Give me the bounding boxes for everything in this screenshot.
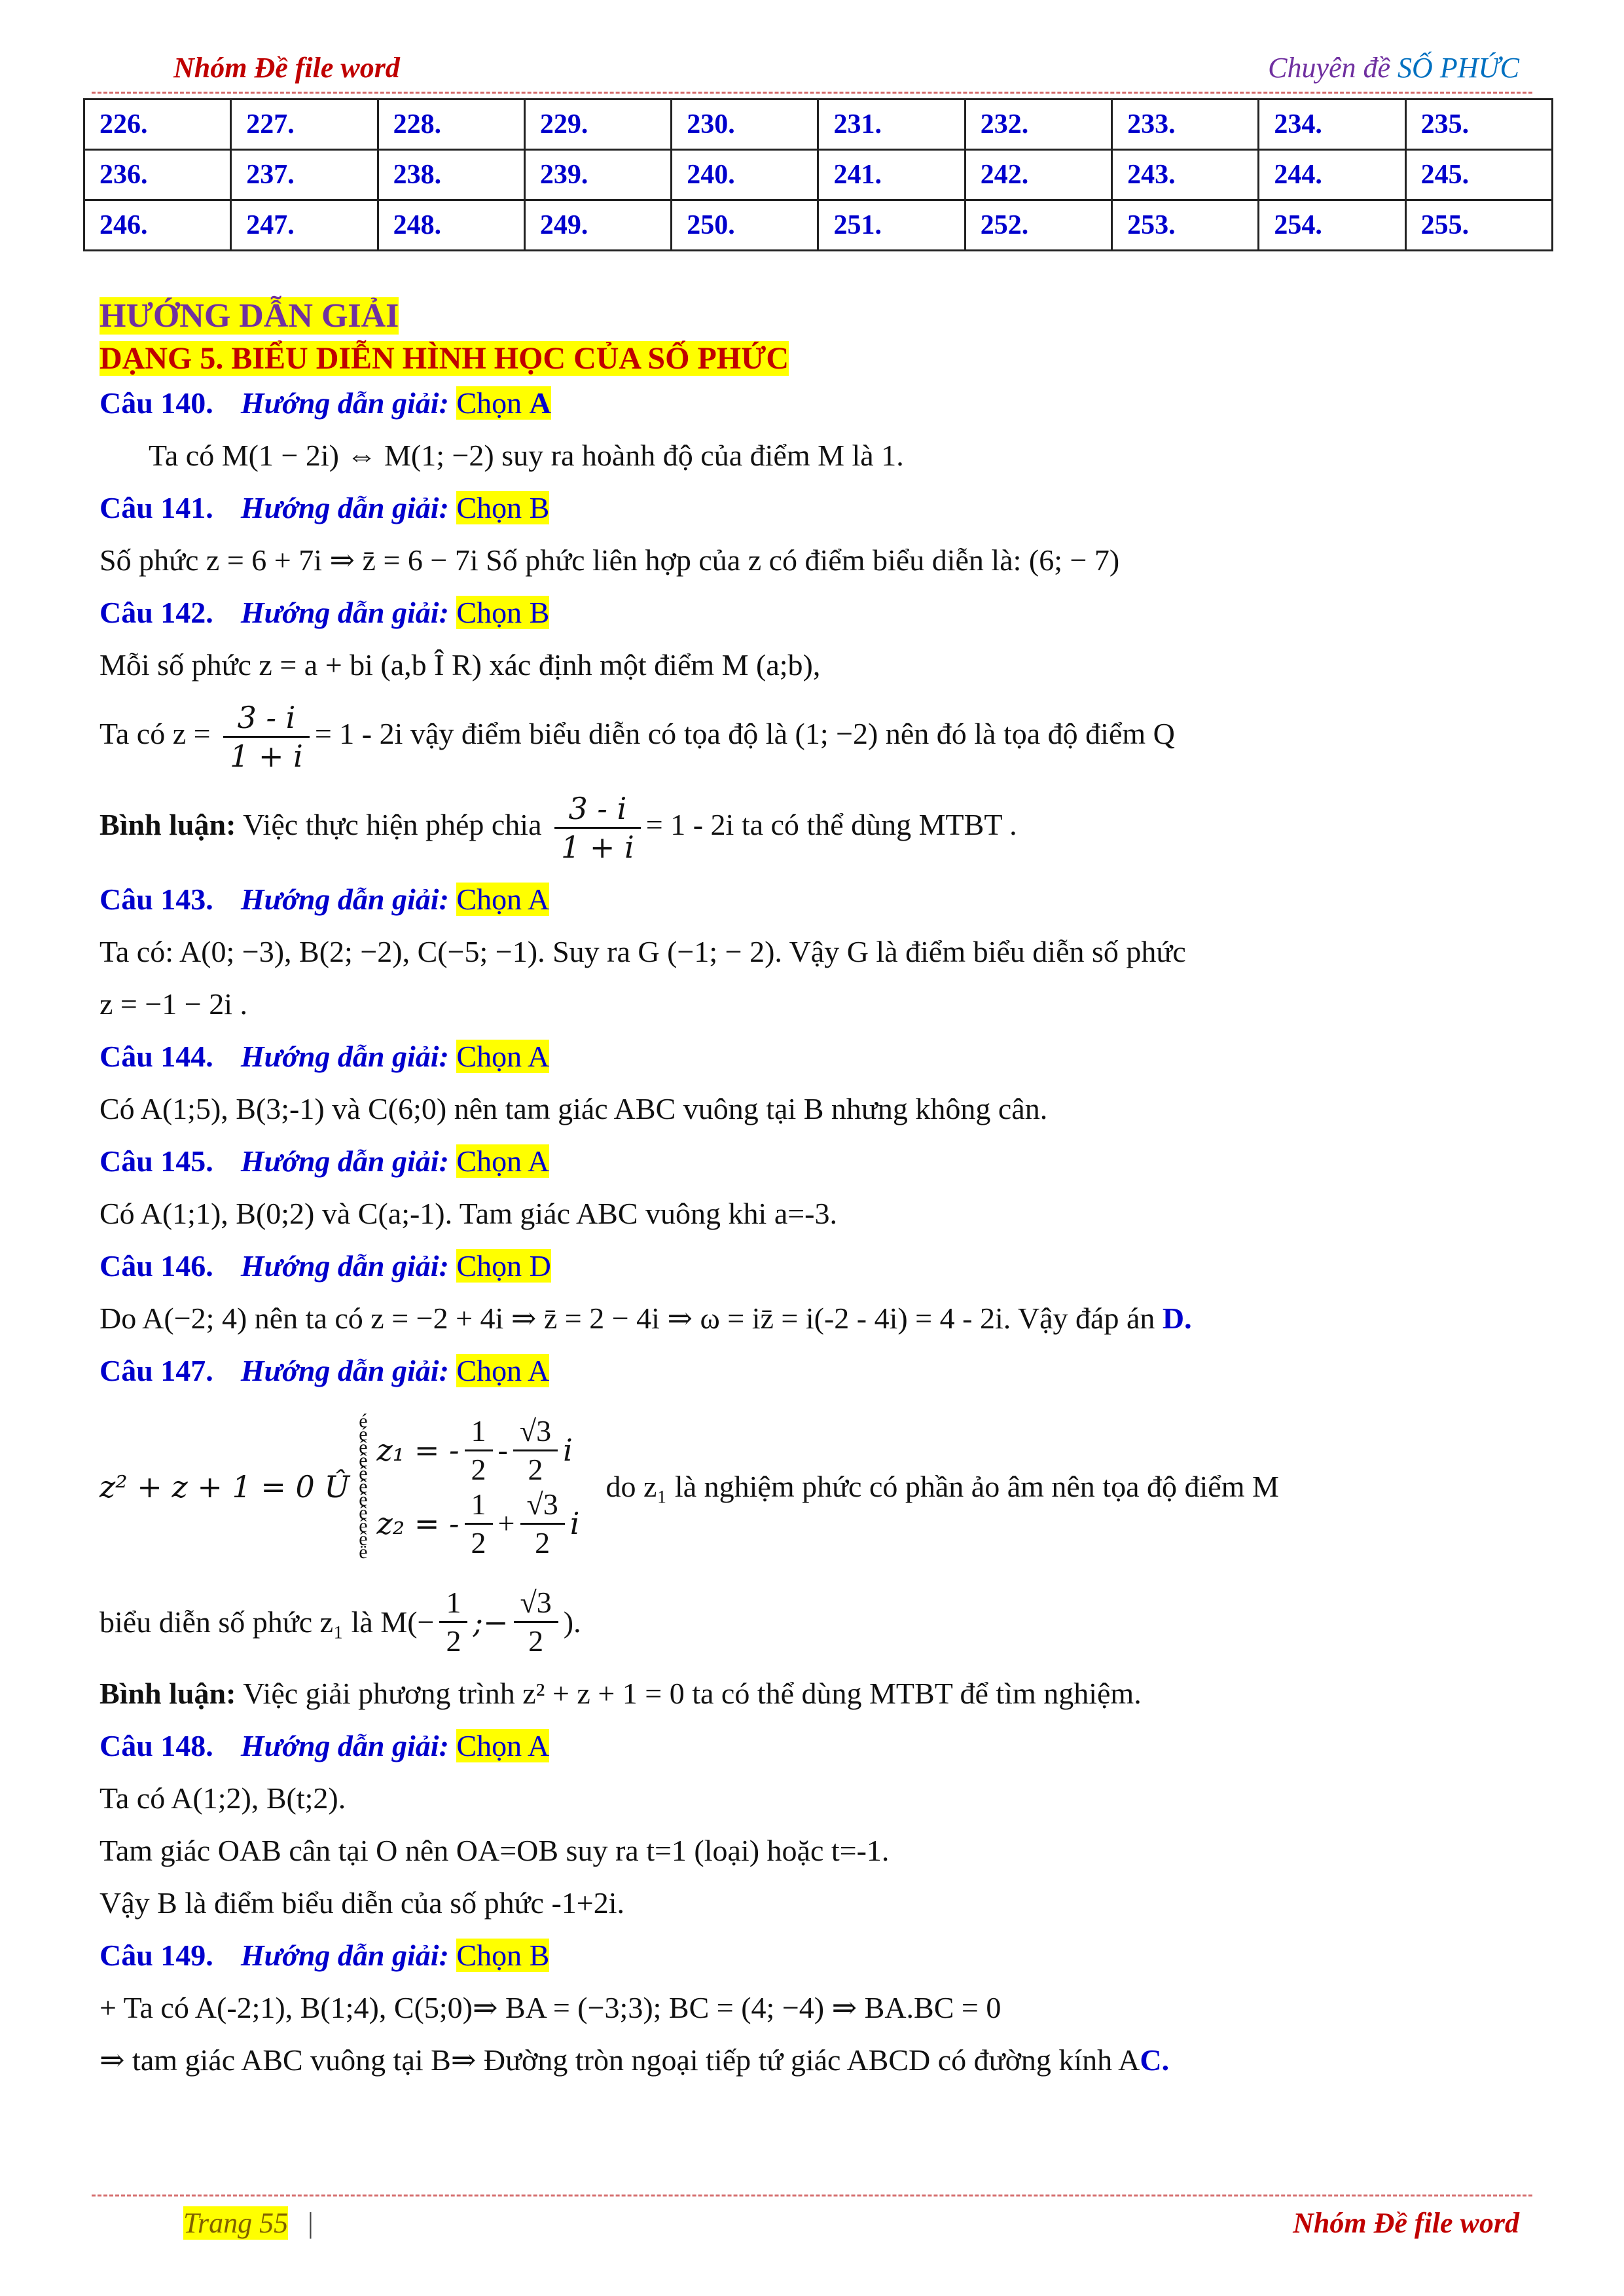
header-topic-prefix: Chuyên đề bbox=[1268, 52, 1398, 84]
footer-separator: | bbox=[308, 2207, 314, 2239]
answer-cell: 240. bbox=[672, 150, 818, 200]
answer-cell: 241. bbox=[818, 150, 965, 200]
answer-cell: 246. bbox=[84, 200, 231, 251]
dang-title: DẠNG 5. BIỂU DIỄN HÌNH HỌC CỦA SỐ PHỨC bbox=[99, 341, 789, 376]
answer-cell: 230. bbox=[672, 100, 818, 150]
question-145-header: Câu 145. Hướng dẫn giải: Chọn A bbox=[99, 1144, 550, 1178]
page-header bbox=[92, 51, 1532, 90]
question-142-line2: Ta có z = $\frac{3 - i}{1 + i}$ = 1 - 2i vậy điểm biểu diễn có tọa độ là (1; −2) nên đó là tọa độ điểm Q bbox=[99, 700, 1175, 774]
answer-cell: 238. bbox=[378, 150, 524, 200]
bracket-glyphs: é é ê ê ê ê ê ê ê ê ë bbox=[359, 1410, 368, 1563]
root-z2: z₂ = - $\frac{1}{2}$ + $\frac{√3}{2}$ i bbox=[376, 1487, 580, 1559]
header-group-name: Nhóm Đề file word bbox=[173, 52, 400, 84]
answer-cell: 247. bbox=[231, 200, 378, 251]
answer-cell: 228. bbox=[378, 100, 524, 150]
answer-cell: 253. bbox=[1112, 200, 1259, 251]
question-141-text: Số phức z = 6 + 7i ⇒ z̄ = 6 − 7i Số phức liên hợp của z có điểm biểu diễn là: (6; − 7) bbox=[99, 543, 1120, 577]
question-143-line2: z = −1 − 2i . bbox=[99, 987, 248, 1021]
answer-cell: 229. bbox=[524, 100, 671, 150]
question-143-header: Câu 143. Hướng dẫn giải: Chọn A bbox=[99, 883, 550, 916]
answer-table-row bbox=[84, 200, 1553, 251]
answer-cell: 245. bbox=[1405, 150, 1552, 200]
question-142-line1: Mỗi số phức z = a + bi (a,b Î R) xác định một điểm M (a;b), bbox=[99, 648, 821, 682]
question-148-line2: Tam giác OAB cân tại O nên OA=OB suy ra t=1 (loại) hoặc t=-1. bbox=[99, 1834, 890, 1867]
footer-divider bbox=[92, 2195, 1532, 2196]
question-147-equation: z² + z + 1 = 0 Û é é ê ê ê ê ê ê ê ê ë z₁ = - $\frac{1}{2}$ - $\frac{√3}{2}$ i z₂ = - $\frac{1}{2}$ + $\frac{√3}{2}$ i do z₁ là nghiệm phức có phần ảo âm nên tọa độ điểm M bbox=[99, 1410, 1279, 1563]
answer-cell: 232. bbox=[965, 100, 1111, 150]
header-topic bbox=[1268, 51, 1519, 84]
answer-cell: 235. bbox=[1405, 100, 1552, 150]
question-142-comment: Bình luận: Việc thực hiện phép chia $\frac{3 - i}{1 + i}$ = 1 - 2i ta có thể dùng MTBT . bbox=[99, 791, 1017, 865]
answer-table-row bbox=[84, 150, 1553, 200]
answer-cell: 248. bbox=[378, 200, 524, 251]
answer-cell: 252. bbox=[965, 200, 1111, 251]
question-147-header: Câu 147. Hướng dẫn giải: Chọn A bbox=[99, 1354, 550, 1387]
question-144-header: Câu 144. Hướng dẫn giải: Chọn A bbox=[99, 1040, 550, 1073]
question-142-header: Câu 142. Hướng dẫn giải: Chọn B bbox=[99, 596, 550, 629]
section-title: HƯỚNG DẪN GIẢI bbox=[99, 297, 399, 335]
answer-cell: 242. bbox=[965, 150, 1111, 200]
question-144-text: Có A(1;5), B(3;-1) và C(6;0) nên tam giác ABC vuông tại B nhưng không cân. bbox=[99, 1092, 1048, 1125]
page-footer bbox=[92, 2206, 1532, 2246]
question-143-line1: Ta có: A(0; −3), B(2; −2), C(−5; −1). Suy ra G (−1; − 2). Vậy G là điểm biểu diễn số phức bbox=[99, 935, 1186, 968]
question-147-comment: Bình luận: Việc giải phương trình z² + z + 1 = 0 ta có thể dùng MTBT để tìm nghiệm. bbox=[99, 1677, 1142, 1710]
answer-cell: 236. bbox=[84, 150, 231, 200]
question-146-header: Câu 146. Hướng dẫn giải: Chọn D bbox=[99, 1249, 551, 1283]
fraction: $\frac{3 - i}{1 + i}$ bbox=[223, 699, 310, 774]
answer-cell: 251. bbox=[818, 200, 965, 251]
answer-cell: 254. bbox=[1259, 200, 1405, 251]
question-148-header: Câu 148. Hướng dẫn giải: Chọn A bbox=[99, 1729, 550, 1762]
answer-cell: 244. bbox=[1259, 150, 1405, 200]
answer-cell: 239. bbox=[524, 150, 671, 200]
answer-cell: 243. bbox=[1112, 150, 1259, 200]
answer-cell: 231. bbox=[818, 100, 965, 150]
answer-cell: 255. bbox=[1405, 200, 1552, 251]
answer-cell: 249. bbox=[524, 200, 671, 251]
question-146-text: Do A(−2; 4) nên ta có z = −2 + 4i ⇒ z̄ = 2 − 4i ⇒ ω = iz̄ = i(-2 - 4i) = 4 - 2i. Vậy đáp án D. bbox=[99, 1302, 1192, 1335]
question-149-header: Câu 149. Hướng dẫn giải: Chọn B bbox=[99, 1939, 550, 1972]
answer-cell: 234. bbox=[1259, 100, 1405, 150]
answer-cell: 250. bbox=[672, 200, 818, 251]
question-145-text: Có A(1;1), B(0;2) và C(a;-1). Tam giác ABC vuông khi a=-3. bbox=[99, 1197, 837, 1230]
root-system bbox=[377, 1413, 580, 1560]
answer-table bbox=[83, 98, 1553, 251]
answer-cell: 227. bbox=[231, 100, 378, 150]
root-z1: z₁ = - $\frac{1}{2}$ - $\frac{√3}{2}$ i bbox=[376, 1413, 573, 1486]
question-149-line1: + Ta có A(-2;1), B(1;4), C(5;0)⇒ BA = (−3;3); BC = (4; −4) ⇒ BA.BC = 0 bbox=[99, 1991, 1001, 2024]
solutions-body bbox=[99, 298, 1533, 2094]
header-divider bbox=[92, 92, 1532, 94]
question-141-header: Câu 141. Hướng dẫn giải: Chọn B bbox=[99, 491, 550, 524]
answer-cell: 237. bbox=[231, 150, 378, 200]
question-148-line1: Ta có A(1;2), B(t;2). bbox=[99, 1781, 346, 1815]
question-140-text: Ta có M(1 − 2i) ⇔ M(1; −2) suy ra hoành độ của điểm M là 1. bbox=[149, 439, 904, 472]
footer-group-name: Nhóm Đề file word bbox=[1293, 2207, 1519, 2239]
question-147-line2: biểu diễn số phức z₁ là M(− $\frac{1}{2}$ ;− $\frac{√3}{2}$ ). bbox=[99, 1586, 581, 1658]
question-140-header: Câu 140. Hướng dẫn giải: Chọn A bbox=[99, 386, 551, 420]
answer-table-row bbox=[84, 100, 1553, 150]
question-149-line2: ⇒ tam giác ABC vuông tại B⇒ Đường tròn ngoại tiếp tứ giác ABCD có đường kính AC. bbox=[99, 2043, 1170, 2077]
fraction: $\frac{3 - i}{1 + i}$ bbox=[554, 790, 641, 866]
page-number: Trang 55 bbox=[183, 2207, 289, 2239]
header-topic-name: SỐ PHỨC bbox=[1398, 52, 1519, 84]
question-148-line3: Vậy B là điểm biểu diễn của số phức -1+2i. bbox=[99, 1886, 625, 1920]
answer-cell: 233. bbox=[1112, 100, 1259, 150]
answer-cell: 226. bbox=[84, 100, 231, 150]
